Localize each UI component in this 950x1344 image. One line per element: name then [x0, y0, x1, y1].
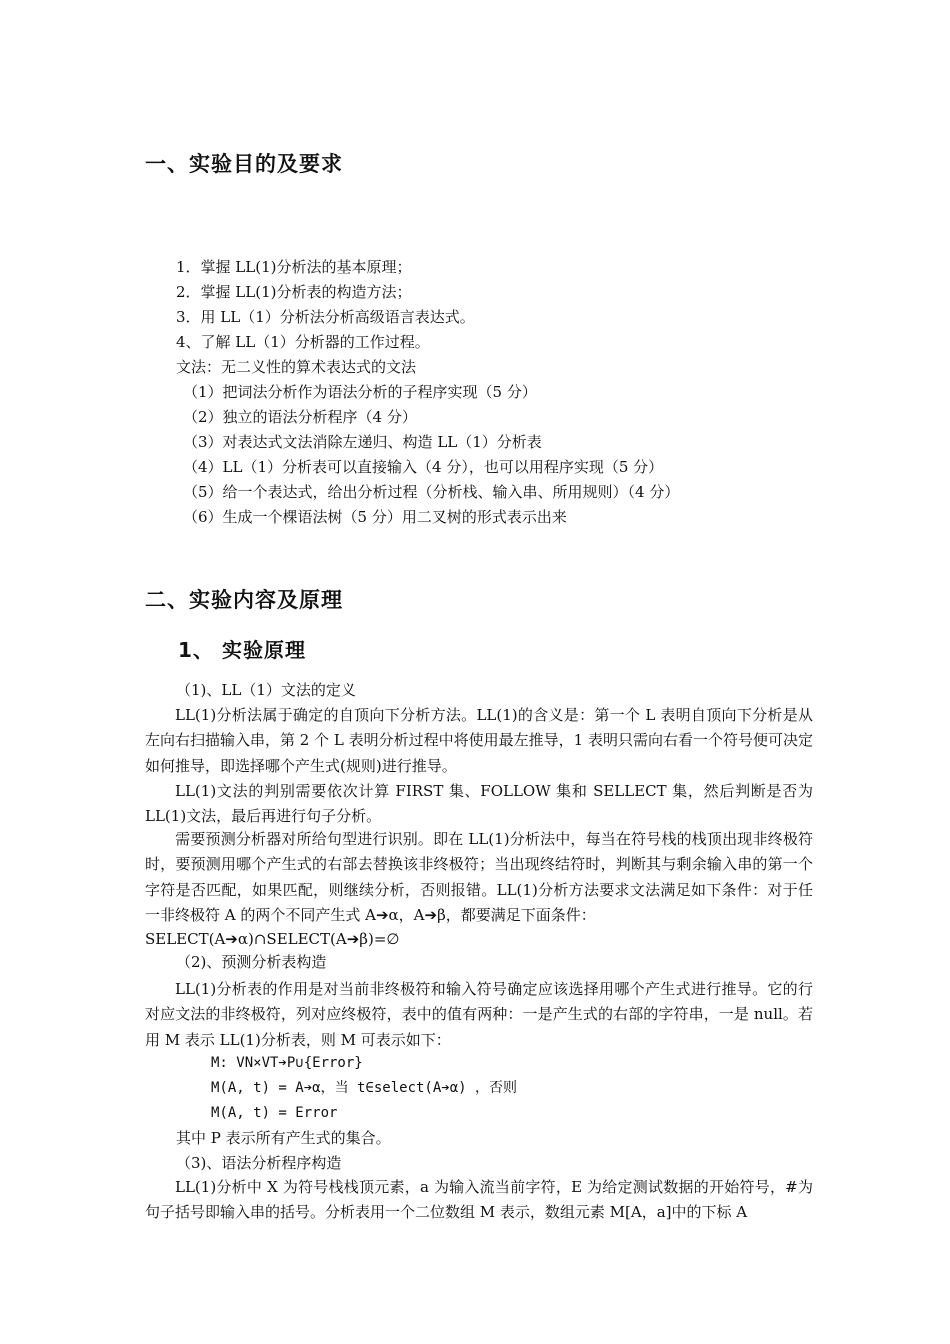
- grammar-label: 文法：无二义性的算术表达式的文法: [176, 358, 417, 376]
- requirement-item: （4）LL（1）分析表可以直接输入（4 分），也可以用程序实现（5 分）: [183, 458, 664, 476]
- section2-heading: 二、实验内容及原理: [145, 588, 343, 612]
- paragraph-title-parser-construction: （3)、语法分析程序构造: [176, 1154, 342, 1172]
- subsection-number: 1、: [178, 638, 214, 662]
- select-formula: SELECT(A➔α)∩SELECT(A➔β)=∅: [145, 930, 400, 948]
- paragraph-title-table-construction: （2)、预测分析表构造: [176, 953, 327, 971]
- paragraph-text: 需要预测分析器对所给句型进行识别。即在 LL(1)分析法中，每当在符号栈的栈顶出现非终极符时，要预测用哪个产生式的右部去替换该非终极符；当出现终结符时，判断其与剩余输入串的第一个字符是否匹配，如果匹配，则继续分析，否则报错。LL(1)分析方法要求文法满足如下条件：对于任一非终极符 A 的两个不同产生式 A➔α，A➔β，都要满足下面条件：: [145, 830, 813, 925]
- paragraph-ll1-definition: [145, 703, 813, 779]
- objective-item-4: 4、了解 LL（1）分析器的工作过程。: [176, 333, 430, 351]
- section1-heading: 一、实验目的及要求: [145, 152, 343, 176]
- production-set-note: 其中 P 表示所有产生式的集合。: [176, 1129, 391, 1147]
- formula-line: M(A, t) = A➔α，当 t∈select(A➔α) ，否则: [211, 1080, 518, 1096]
- subsection-title: 实验原理: [222, 638, 306, 662]
- requirement-item: （1）把词法分析作为语法分析的子程序实现（5 分）: [183, 383, 537, 401]
- objective-item-2: 2．掌握 LL(1)分析表的构造方法；: [176, 283, 412, 301]
- paragraph-text: LL(1)文法的判别需要依次计算 FIRST 集、FOLLOW 集和 SELLECT 集，然后判断是否为 LL(1)文法，最后再进行句子分析。: [145, 782, 813, 826]
- formula-line: M: VN×VT➔P∪{Error}: [211, 1055, 363, 1071]
- paragraph-text: LL(1)分析中 X 为符号栈栈顶元素，a 为输入流当前字符，E 为给定测试数据的开始符号，#为句子括号即输入串的括号。分析表用一个二位数组 M 表示，数组元素 M[A，a]中的下标 A: [145, 1178, 813, 1222]
- subsection-heading: [178, 634, 306, 663]
- paragraph-title-ll1-definition: （1)、LL（1）文法的定义: [176, 681, 356, 699]
- requirement-item: （5）给一个表达式，给出分析过程（分析栈、输入串、所用规则）（4 分）: [183, 483, 680, 501]
- paragraph-predictive-analyzer: [145, 827, 813, 929]
- requirement-item: （3）对表达式文法消除左递归、构造 LL（1）分析表: [183, 433, 542, 451]
- objective-item-1: 1．掌握 LL(1)分析法的基本原理；: [176, 258, 412, 276]
- paragraph-table-construction: [145, 977, 813, 1053]
- requirement-item: （6）生成一个棵语法树（5 分）用二叉树的形式表示出来: [183, 508, 567, 526]
- paragraph-text: LL(1)分析表的作用是对当前非终极符和输入符号确定应该选择用哪个产生式进行推导。它的行对应文法的非终极符，列对应终极符，表中的值有两种：一是产生式的右部的字符串，一是 null。若用 M 表示 LL(1)分析表，则 M 可表示如下：: [145, 980, 813, 1049]
- paragraph-ll1-judgement: [145, 779, 813, 830]
- objective-item-3: 3．用 LL（1）分析法分析高级语言表达式。: [176, 308, 475, 326]
- formula-line: M(A, t) = Error: [211, 1105, 338, 1121]
- requirement-item: （2）独立的语法分析程序（4 分）: [183, 408, 417, 426]
- paragraph-parser-construction: [145, 1175, 813, 1226]
- paragraph-text: LL(1)分析法属于确定的自顶向下分析方法。LL(1)的含义是：第一个 L 表明自顶向下分析是从左向右扫描输入串，第 2 个 L 表明分析过程中将使用最左推导，1 表明只需向右看一个符号便可决定如何推导，即选择哪个产生式(规则)进行推导。: [145, 706, 813, 775]
